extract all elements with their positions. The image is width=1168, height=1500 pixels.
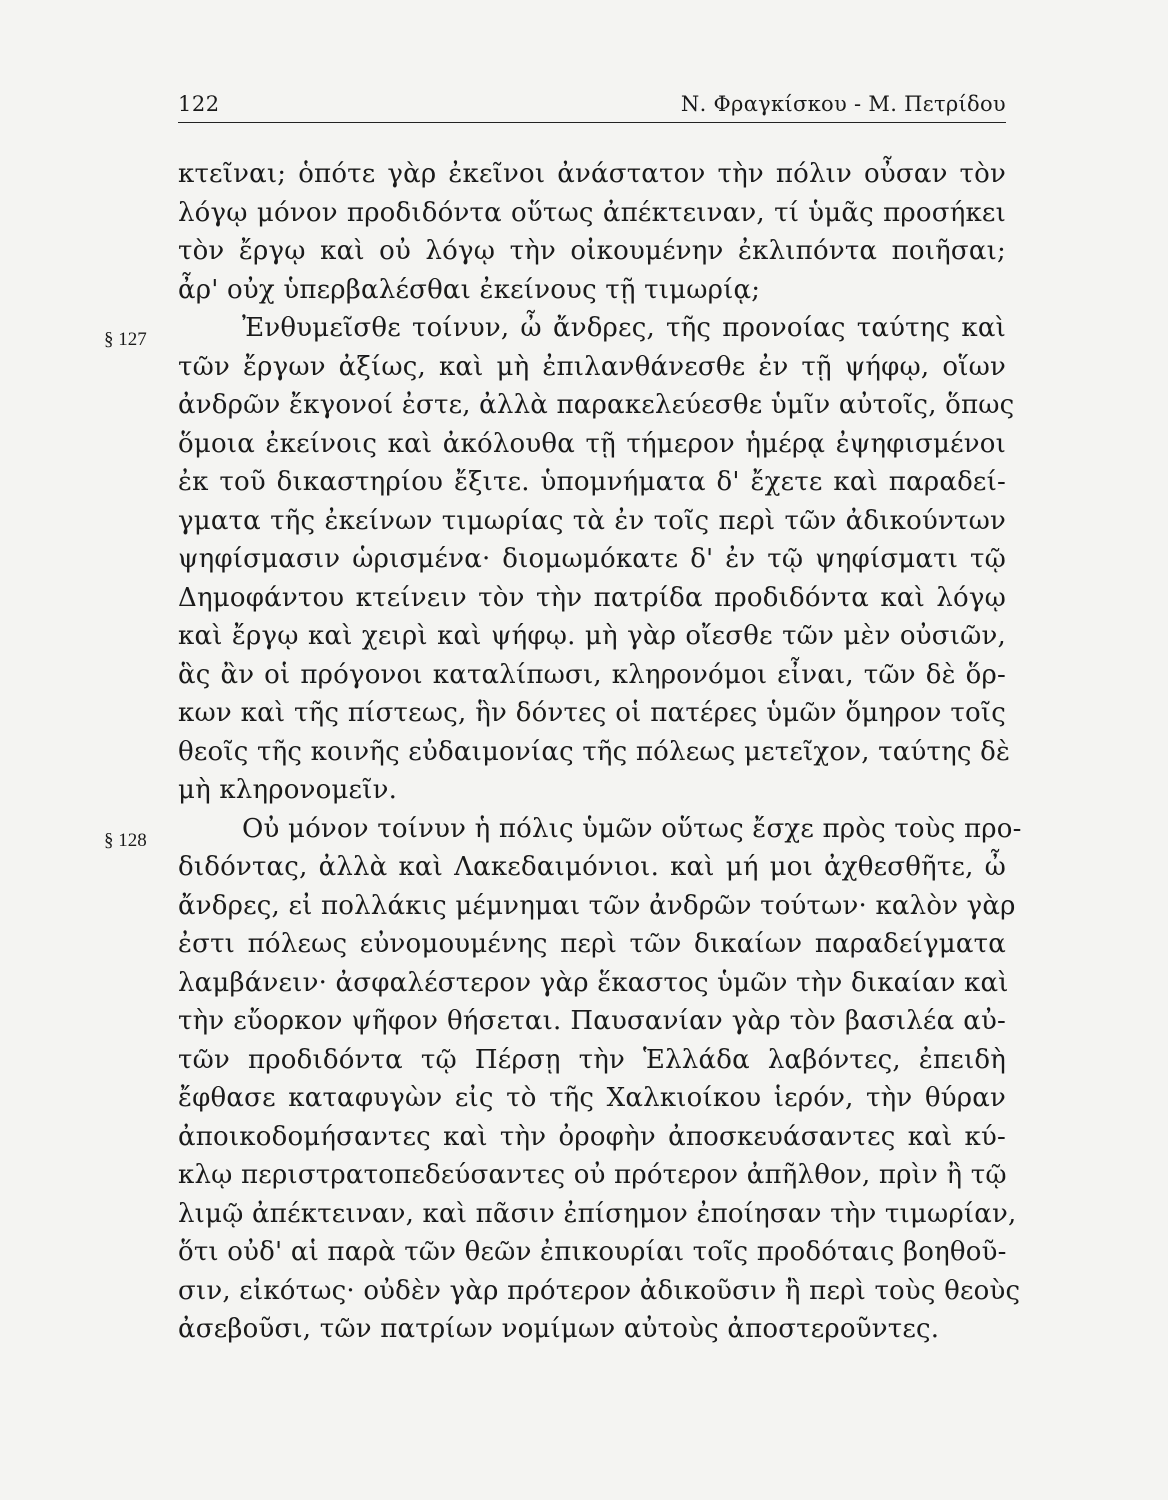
text-line: λιμῷ ἀπέκτειναν, καὶ πᾶσιν ἐπίσημον ἐποίησαν τὴν τιμωρίαν,: [178, 1198, 1017, 1229]
text-line: λαμβάνειν· ἀσφαλέστερον γὰρ ἕκαστος ὑμῶν τὴν δικαίαν καὶ: [178, 967, 1009, 998]
text-line: ἐστι πόλεως εὐνομουμένης περὶ τῶν δικαίων παραδείγματα: [178, 929, 1006, 959]
running-head: Ν. Φραγκίσκου - Μ. Πετρίδου: [680, 92, 1006, 116]
section-marker-128: § 128: [104, 830, 147, 851]
text-line: τῶν προδιδόντα τῷ Πέρσῃ τὴν Ἑλλάδα λαβόντες, ἐπειδὴ: [178, 1044, 1006, 1075]
paragraph-3: [178, 810, 1022, 1349]
text-line: κων καὶ τῆς πίστεως, ἣν δόντες οἱ πατέρες ὑμῶν ὅμηρον τοῖς: [178, 698, 1006, 728]
text-line: ἀνδρῶν ἔκγονοί ἐστε, ἀλλὰ παρακελεύεσθε ὑμῖν αὐτοῖς, ὅπως: [178, 390, 1015, 420]
text-line: ἄνδρες, εἰ πολλάκις μέμνημαι τῶν ἀνδρῶν τούτων· καλὸν γὰρ: [178, 890, 1016, 921]
text-line: τὴν εὔορκον ψῆφον θήσεται. Παυσανίαν γὰρ τὸν βασιλέα αὐ-: [178, 1006, 1006, 1036]
text-line: γματα τῆς ἐκείνων τιμωρίας τὰ ἐν τοῖς περὶ τῶν ἀδικούντων: [178, 505, 1006, 536]
text-line: ἐκ τοῦ δικαστηρίου ἔξιτε. ὑπομνήματα δ' ἔχετε καὶ παραδεί-: [178, 467, 1006, 497]
text-line: ἃς ἂν οἱ πρόγονοι καταλίπωσι, κληρονόμοι εἶναι, τῶν δὲ ὅρ-: [178, 659, 1006, 690]
text-line: θεοῖς τῆς κοινῆς εὐδαιμονίας τῆς πόλεως μετεῖχον, ταύτης δὲ: [178, 736, 1011, 767]
text-line: ἔφθασε καταφυγὼν εἰς τὸ τῆς Χαλκιοίκου ἱερόν, τὴν θύραν: [178, 1083, 1006, 1113]
body-text: [178, 155, 1022, 1349]
text-line: σιν, εἰκότως· οὐδὲν γὰρ πρότερον ἀδικοῦσιν ἢ περὶ τοὺς θεοὺς: [178, 1275, 1021, 1306]
text-line: Δημοφάντου κτείνειν τὸν τὴν πατρίδα προδιδόντα καὶ λόγῳ: [178, 582, 1006, 613]
text-line: κτεῖναι; ὁπότε γὰρ ἐκεῖνοι ἀνάστατον τὴν πόλιν οὖσαν τὸν: [178, 159, 1006, 189]
text-line: Οὐ μόνον τοίνυν ἡ πόλις ὑμῶν οὕτως ἔσχε πρὸς τοὺς προ-: [242, 813, 1022, 844]
text-line: ἀσεβοῦσι, τῶν πατρίων νομίμων αὐτοὺς ἀποστεροῦντες.: [178, 1314, 940, 1344]
text-line: τῶν ἔργων ἀξίως, καὶ μὴ ἐπιλανθάνεσθε ἐν τῇ ψήφῳ, οἵων: [178, 351, 1006, 382]
text-line: καὶ ἔργῳ καὶ χειρὶ καὶ ψήφῳ. μὴ γὰρ οἴεσθε τῶν μὲν οὐσιῶν,: [178, 621, 1006, 651]
page-number: 122: [178, 92, 220, 116]
text-line: ἆρ' οὐχ ὑπερβαλέσθαι ἐκείνους τῇ τιμωρίᾳ;: [178, 274, 761, 305]
text-line: τὸν ἔργῳ καὶ οὐ λόγῳ τὴν οἰκουμένην ἐκλιπόντα ποιῆσαι;: [178, 236, 1006, 266]
paragraph-2: [178, 309, 1015, 810]
text-line: ὅμοια ἐκείνοις καὶ ἀκόλουθα τῇ τήμερον ἡμέρᾳ ἐψηφισμένοι: [178, 428, 1006, 459]
text-line: λόγῳ μόνον προδιδόντα οὕτως ἀπέκτειναν, τί ὑμᾶς προσήκει: [178, 197, 1006, 228]
text-line: Ἐνθυμεῖσθε τοίνυν, ὦ ἄνδρες, τῆς προνοίας ταύτης καὶ: [242, 313, 1006, 343]
text-line: κλῳ περιστρατοπεδεύσαντες οὐ πρότερον ἀπῆλθον, πρὶν ἢ τῷ: [178, 1160, 1007, 1190]
text-line: ὅτι οὐδ' αἱ παρὰ τῶν θεῶν ἐπικουρίαι τοῖς προδόταις βοηθοῦ-: [178, 1237, 1007, 1267]
page-header: [178, 92, 1006, 123]
text-line: ἀποικοδομήσαντες καὶ τὴν ὀροφὴν ἀποσκευάσαντες καὶ κύ-: [178, 1121, 1006, 1152]
text-line: διδόντας, ἀλλὰ καὶ Λακεδαιμόνιοι. καὶ μή μοι ἀχθεσθῆτε, ὦ: [178, 852, 1006, 882]
paragraph-1: [178, 155, 1006, 309]
section-marker-127: § 127: [104, 329, 147, 350]
text-line: ψηφίσμασιν ὡρισμένα· διομωμόκατε δ' ἐν τῷ ψηφίσματι τῷ: [178, 544, 1006, 574]
text-line: μὴ κληρονομεῖν.: [178, 775, 398, 805]
